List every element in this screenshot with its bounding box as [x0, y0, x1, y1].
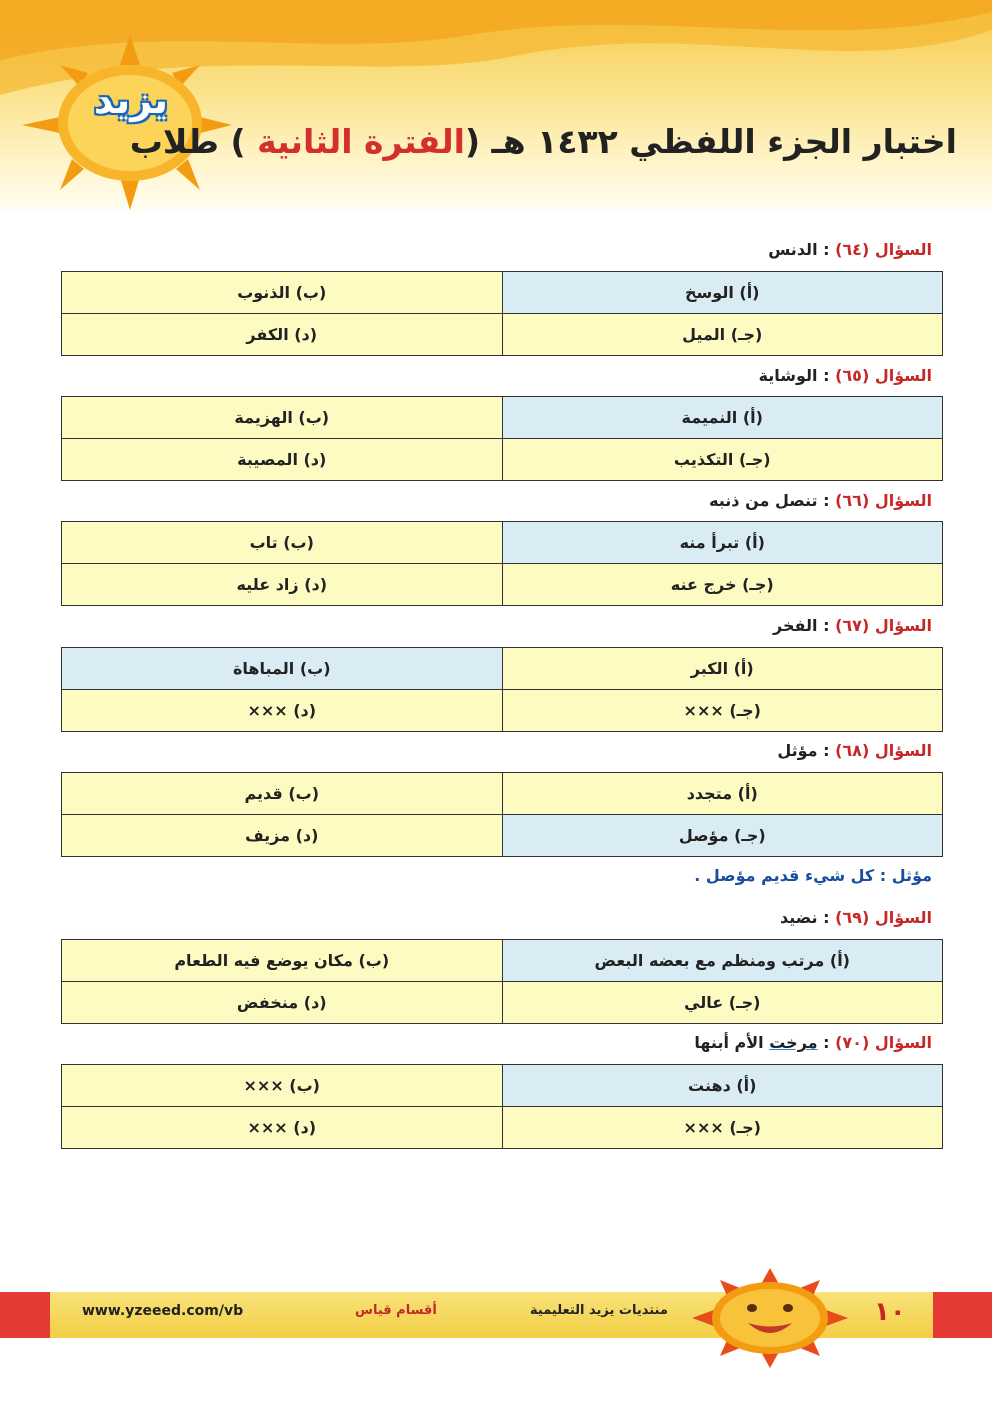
- option-a[interactable]: (أ) النميمة: [502, 397, 943, 439]
- option-b[interactable]: (ب) الهزيمة: [62, 397, 503, 439]
- option-c[interactable]: (جـ) عالي: [502, 982, 943, 1024]
- option-c[interactable]: (جـ) التكذيب: [502, 439, 943, 481]
- option-c[interactable]: (جـ) ×××: [502, 1107, 943, 1149]
- brand-logo: يزيد: [93, 78, 169, 122]
- option-a[interactable]: (أ) دهنت: [502, 1065, 943, 1107]
- option-b[interactable]: (ب) تاب: [62, 522, 503, 564]
- question-65-label: السؤال (٦٥) : الوشاية: [758, 366, 932, 385]
- option-b[interactable]: (ب) مكان يوضع فيه الطعام: [62, 940, 503, 982]
- question-64-label: السؤال (٦٤) : الدنس: [768, 240, 932, 259]
- option-d[interactable]: (د) الكفر: [62, 314, 503, 356]
- question-69-label: السؤال (٦٩) : نضيد: [780, 908, 932, 927]
- option-a[interactable]: (أ) الكبر: [502, 648, 943, 690]
- footer-accent-left: [0, 1292, 50, 1338]
- question-67-label: السؤال (٦٧) : الفخر: [773, 616, 932, 635]
- smiling-sun-icon: [690, 1268, 850, 1368]
- question-70-options: [61, 1064, 943, 1149]
- page-number: ١٠: [874, 1297, 906, 1327]
- question-65-options: [61, 396, 943, 481]
- option-c[interactable]: (جـ) خرج عنه: [502, 564, 943, 606]
- option-b[interactable]: (ب) ×××: [62, 1065, 503, 1107]
- footer-url-link[interactable]: www.yzeeed.com/vb: [82, 1303, 244, 1319]
- question-67-options: [61, 647, 943, 732]
- option-a[interactable]: (أ) مرتب ومنظم مع بعضه البعض: [502, 940, 943, 982]
- option-d[interactable]: (د) ×××: [62, 1107, 503, 1149]
- option-d[interactable]: (د) المصيبة: [62, 439, 503, 481]
- option-a[interactable]: (أ) تبرأ منه: [502, 522, 943, 564]
- option-d[interactable]: (د) مزيف: [62, 815, 503, 857]
- option-c[interactable]: (جـ) ×××: [502, 690, 943, 732]
- question-68-label: السؤال (٦٨) : مؤثل: [777, 741, 932, 760]
- option-c[interactable]: (جـ) الميل: [502, 314, 943, 356]
- option-d[interactable]: (د) منخفض: [62, 982, 503, 1024]
- option-b[interactable]: (ب) قديم: [62, 773, 503, 815]
- option-d[interactable]: (د) زاد عليه: [62, 564, 503, 606]
- explanation-note: مؤثل : كل شيء قديم مؤصل .: [694, 866, 932, 885]
- footer-section-link[interactable]: أقسام قياس: [355, 1303, 437, 1318]
- question-66-label: السؤال (٦٦) : تنصل من ذنبه: [709, 491, 932, 510]
- question-70-label: السؤال (٧٠) : مرخت الأم أبنها: [694, 1033, 932, 1052]
- page-title: اختبار الجزء اللفظي ١٤٣٢ هـ (الفترة الثانية ) طلاب: [129, 122, 957, 161]
- question-66-options: [61, 521, 943, 606]
- page-header: [0, 0, 992, 210]
- option-c[interactable]: (جـ) مؤصل: [502, 815, 943, 857]
- option-a[interactable]: (أ) الوسخ: [502, 272, 943, 314]
- question-68-options: [61, 772, 943, 857]
- footer-accent-right: [933, 1292, 992, 1338]
- question-64-options: [61, 271, 943, 356]
- option-b[interactable]: (ب) المباهاة: [62, 648, 503, 690]
- footer-forum-name: منتديات يزيد التعليمية: [530, 1303, 668, 1318]
- option-b[interactable]: (ب) الذنوب: [62, 272, 503, 314]
- question-69-options: [61, 939, 943, 1024]
- option-d[interactable]: (د) ×××: [62, 690, 503, 732]
- option-a[interactable]: (أ) متجدد: [502, 773, 943, 815]
